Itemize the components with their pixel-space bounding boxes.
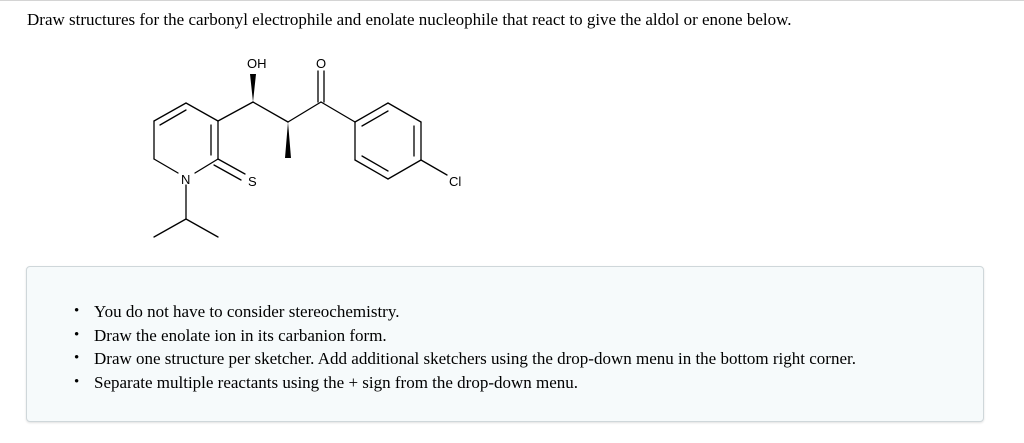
chain-bond bbox=[253, 102, 288, 122]
atom-label-n: N bbox=[181, 172, 191, 187]
instruction-text: Draw the enolate ion in its carbanion form. bbox=[94, 325, 387, 345]
aryl-ring-bond bbox=[355, 160, 388, 179]
aryl-double-bond bbox=[362, 156, 388, 171]
isopropyl-bond bbox=[154, 219, 186, 237]
wedge-bond-methyl bbox=[285, 122, 291, 158]
instruction-item bbox=[74, 324, 856, 348]
isopropyl-bond bbox=[186, 219, 218, 237]
chain-bond bbox=[288, 102, 321, 122]
instruction-text: Draw one structure per sketcher. Add additional sketchers using the drop-down menu in the bottom right corner. bbox=[94, 349, 856, 368]
chemical-structure-figure bbox=[0, 1, 1024, 261]
chloro-bond bbox=[421, 160, 447, 175]
instruction-item bbox=[74, 300, 856, 324]
wedge-bond-oh bbox=[250, 74, 256, 102]
instruction-item bbox=[74, 347, 856, 371]
instructions-list bbox=[74, 300, 856, 394]
atom-label-s: S bbox=[248, 174, 257, 189]
chain-bond bbox=[218, 102, 253, 121]
instruction-text: You do not have to consider stereochemistry. bbox=[94, 302, 400, 321]
atom-label-oh: OH bbox=[247, 56, 267, 71]
aryl-double-bond bbox=[362, 111, 388, 126]
aryl-ring-bond bbox=[388, 160, 421, 179]
ring-double-bond bbox=[160, 110, 186, 125]
aryl-ring-bond bbox=[355, 103, 388, 122]
bullet-icon: • bbox=[74, 303, 80, 319]
atom-label-cl: Cl bbox=[449, 174, 462, 189]
ring-bond bbox=[154, 103, 186, 121]
atom-label-o: O bbox=[316, 56, 327, 71]
instruction-text: Separate multiple reactants using the + sign from the drop-down menu. bbox=[94, 372, 579, 392]
aryl-ring-bond bbox=[388, 103, 421, 122]
chain-bond bbox=[321, 102, 355, 122]
bullet-icon: • bbox=[74, 350, 80, 366]
ring-bond bbox=[186, 103, 218, 121]
instruction-item bbox=[74, 371, 856, 395]
instructions-box bbox=[26, 266, 984, 422]
question-text: Draw structures for the carbonyl electrophile and enolate nucleophile that react to give the aldol or enone below. bbox=[27, 10, 792, 29]
bullet-icon: • bbox=[74, 373, 80, 390]
ring-bond bbox=[154, 159, 178, 173]
thione-bond bbox=[214, 165, 241, 180]
bullet-icon: • bbox=[74, 326, 80, 343]
thione-bond bbox=[218, 159, 245, 174]
